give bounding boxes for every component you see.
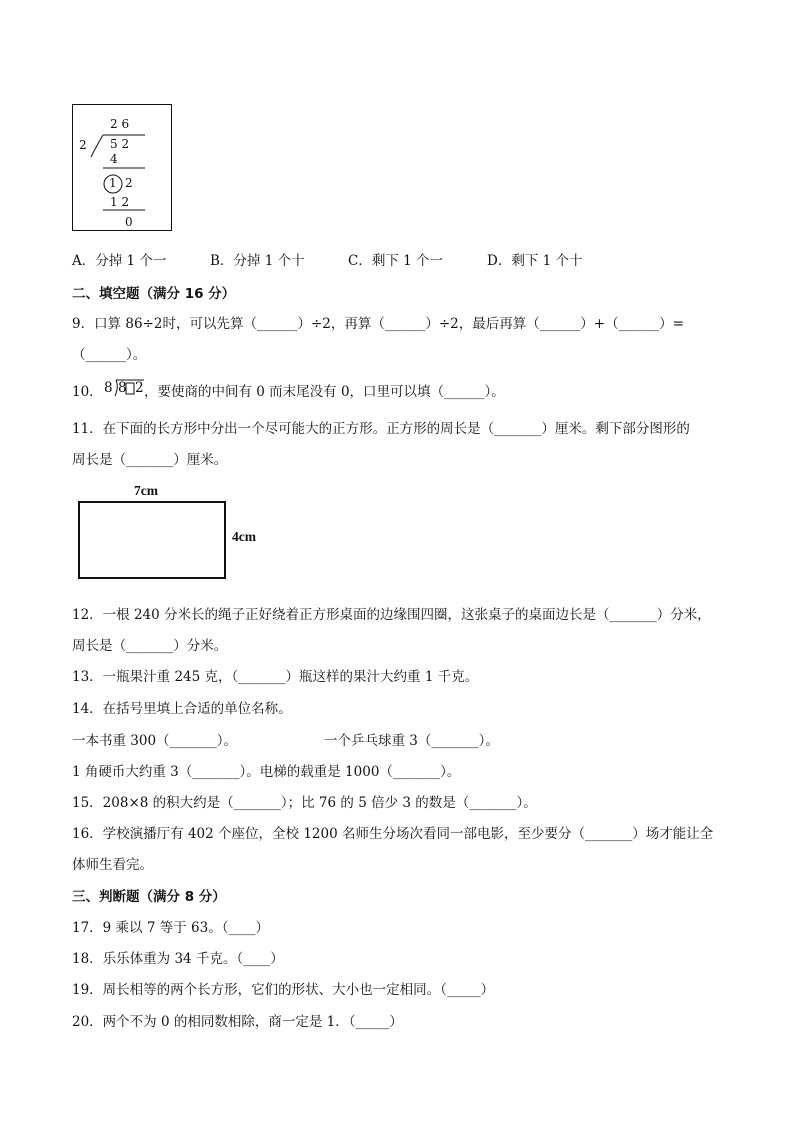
option-c: C．剩下 1 个一 [348,253,444,269]
option-a: A．分掉 1 个一 [72,253,167,269]
rectangle-figure [78,501,226,579]
question-17: 17．9 乘以 7 等于 63。（____） [72,920,269,936]
question-11-line1: 11．在下面的长方形中分出一个尽可能大的正方形。正方形的周长是（_______）厘米。剩下部分图形的 [72,421,690,437]
quotient: 2 6 [110,117,130,131]
rect-width-label: 7cm [134,483,158,498]
question-13: 13．一瓶果汁重 245 克，（_______）瓶这样的果汁大约重 1 千克。 [72,669,479,685]
question-10-text: ，要使商的中间有 0 而末尾没有 0，口里可以填（______）。 [144,384,505,400]
question-18: 18．乐乐体重为 34 千克。（____） [72,951,284,967]
question-15: 15．208×8 的积大约是（_______）；比 76 的 5 倍少 3 的数是（_______）。 [72,795,537,811]
question-19: 19．周长相等的两个长方形，它们的形状、大小也一定相同。（_____） [72,982,495,998]
question-9-line2: （______）。 [72,347,147,363]
division-figure [72,104,172,231]
section-title-3: 三、判断题（满分 8 分） [72,889,226,905]
question-number: 10． [72,384,103,400]
question-14a: 一本书重 300（_______）。 [72,733,238,749]
question-11-line2: 周长是（_______）厘米。 [72,452,228,468]
question-16-line2: 体师生看完。 [72,857,153,873]
question-20: 20．两个不为 0 的相同数相除，商一定是 1．（_____） [72,1014,403,1030]
circled-digit: 1 [109,176,117,190]
question-16-line1: 16．学校演播厅有 402 个座位，全校 1200 名师生分场次看同一部电影，至少要分（_______）场才能让全 [72,826,714,842]
question-12-line2: 周长是（_______）分米。 [72,638,228,654]
inline-dividend-c: 2 [135,380,144,396]
divisor: 2 [79,138,87,152]
inline-dividend-a: 8 [118,380,127,396]
option-b: B．分掉 1 个十 [210,253,305,269]
question-9-line1: 9．口算 86÷2时，可以先算（______）÷2，再算（______）÷2，最后再算（______）+（______）= [72,316,684,332]
question-14: 14．在括号里填上合适的单位名称。 [72,701,292,717]
step2-rest: 2 [125,176,133,190]
step3: 1 2 [110,195,130,209]
question-14b: 一个乒乓球重 3（_______）。 [324,733,499,749]
question-12-line1: 12．一根 240 分米长的绳子正好绕着正方形桌面的边缘围四圈，这张桌子的桌面边长是（_______）分米， [72,607,711,623]
remainder: 0 [125,215,133,229]
inline-divisor: 8 [104,380,113,396]
step1: 4 [110,152,118,166]
inline-division [104,378,144,398]
rect-height-label: 4cm [232,529,256,544]
question-14c: 1 角硬币大约重 3（_______）。电梯的载重是 1000（_______）。 [72,764,461,780]
option-d: D．剩下 1 个十 [487,253,583,269]
section-title: 二、填空题（满分 16 分） [72,286,236,302]
dividend: 5 2 [110,137,130,151]
